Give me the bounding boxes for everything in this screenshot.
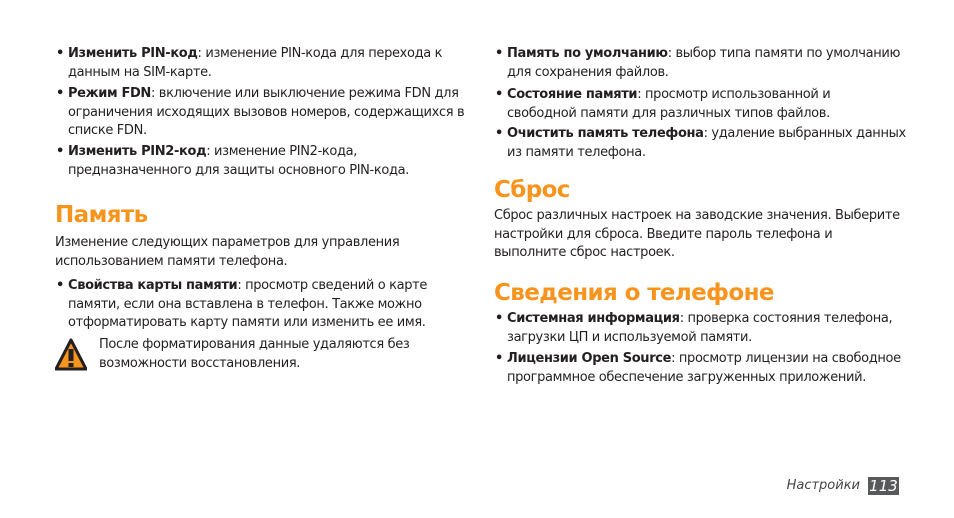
term: Лицензии Open Source — [507, 351, 672, 366]
desc: : просмотр лицензии на свободное программное обеспечение загруженных приложений. — [507, 351, 901, 385]
bullet-fdn-mode — [55, 85, 468, 141]
desc: : просмотр сведений о карте памяти, если она вставлена в телефон. Также можно отформатировать карту памяти или изменить ее имя. — [68, 278, 427, 330]
term: Режим FDN — [68, 86, 151, 101]
bullet-system-info — [494, 310, 907, 347]
page-footer — [760, 477, 900, 497]
heading-about-phone: Сведения о телефоне — [494, 280, 774, 306]
bullet-memory-status — [494, 86, 867, 123]
term: Состояние памяти — [507, 87, 638, 102]
term: Изменить PIN-код — [68, 46, 198, 61]
bullet-default-memory — [494, 45, 911, 82]
heading-reset: Сброс — [494, 177, 570, 203]
reset-text: Сброс различных настроек на заводские значения. Выберите настройки для сброса. Введите пароль телефона и выполните сброс настроек. — [494, 208, 900, 260]
page-number: 113 — [869, 477, 898, 495]
term: Очистить память телефона — [507, 126, 704, 141]
section-name: Настройки — [786, 478, 860, 493]
desc: : изменение PIN-кода для перехода к данным на SIM-карте. — [68, 46, 443, 80]
desc: : включение или выключение режима FDN для ограничения исходящих вызовов номеров, содержащихся в списке FDN. — [68, 86, 465, 138]
term: Изменить PIN2-код — [68, 144, 207, 159]
bullet-open-source — [494, 350, 911, 387]
memory-intro: Изменение следующих параметров для управления использованием памяти телефона. — [55, 235, 400, 269]
term: Свойства карты памяти — [68, 278, 238, 293]
term: Системная информация — [507, 311, 680, 326]
warning-text: После форматирования данные удаляются без возможности восстановления. — [99, 337, 410, 371]
bullet-change-pin — [55, 45, 460, 82]
desc: : выбор типа памяти по умолчанию для сохранения файлов. — [507, 46, 901, 80]
desc: : изменение PIN2-кода, предназначенного для защиты основного PIN-кода. — [68, 144, 410, 178]
desc: : проверка состояния телефона, загрузки ЦП и используемой памяти. — [507, 311, 893, 345]
heading-memory: Память — [55, 202, 148, 228]
desc: : просмотр использованной и свободной памяти для различных типов файлов. — [507, 87, 831, 121]
bullet-change-pin2 — [55, 143, 460, 180]
bullet-memory-card — [55, 277, 448, 333]
term: Память по умолчанию — [507, 46, 668, 61]
desc: : удаление выбранных данных из памяти телефона. — [507, 126, 906, 160]
bullet-clear-memory — [494, 125, 917, 162]
warning-icon — [55, 338, 87, 372]
